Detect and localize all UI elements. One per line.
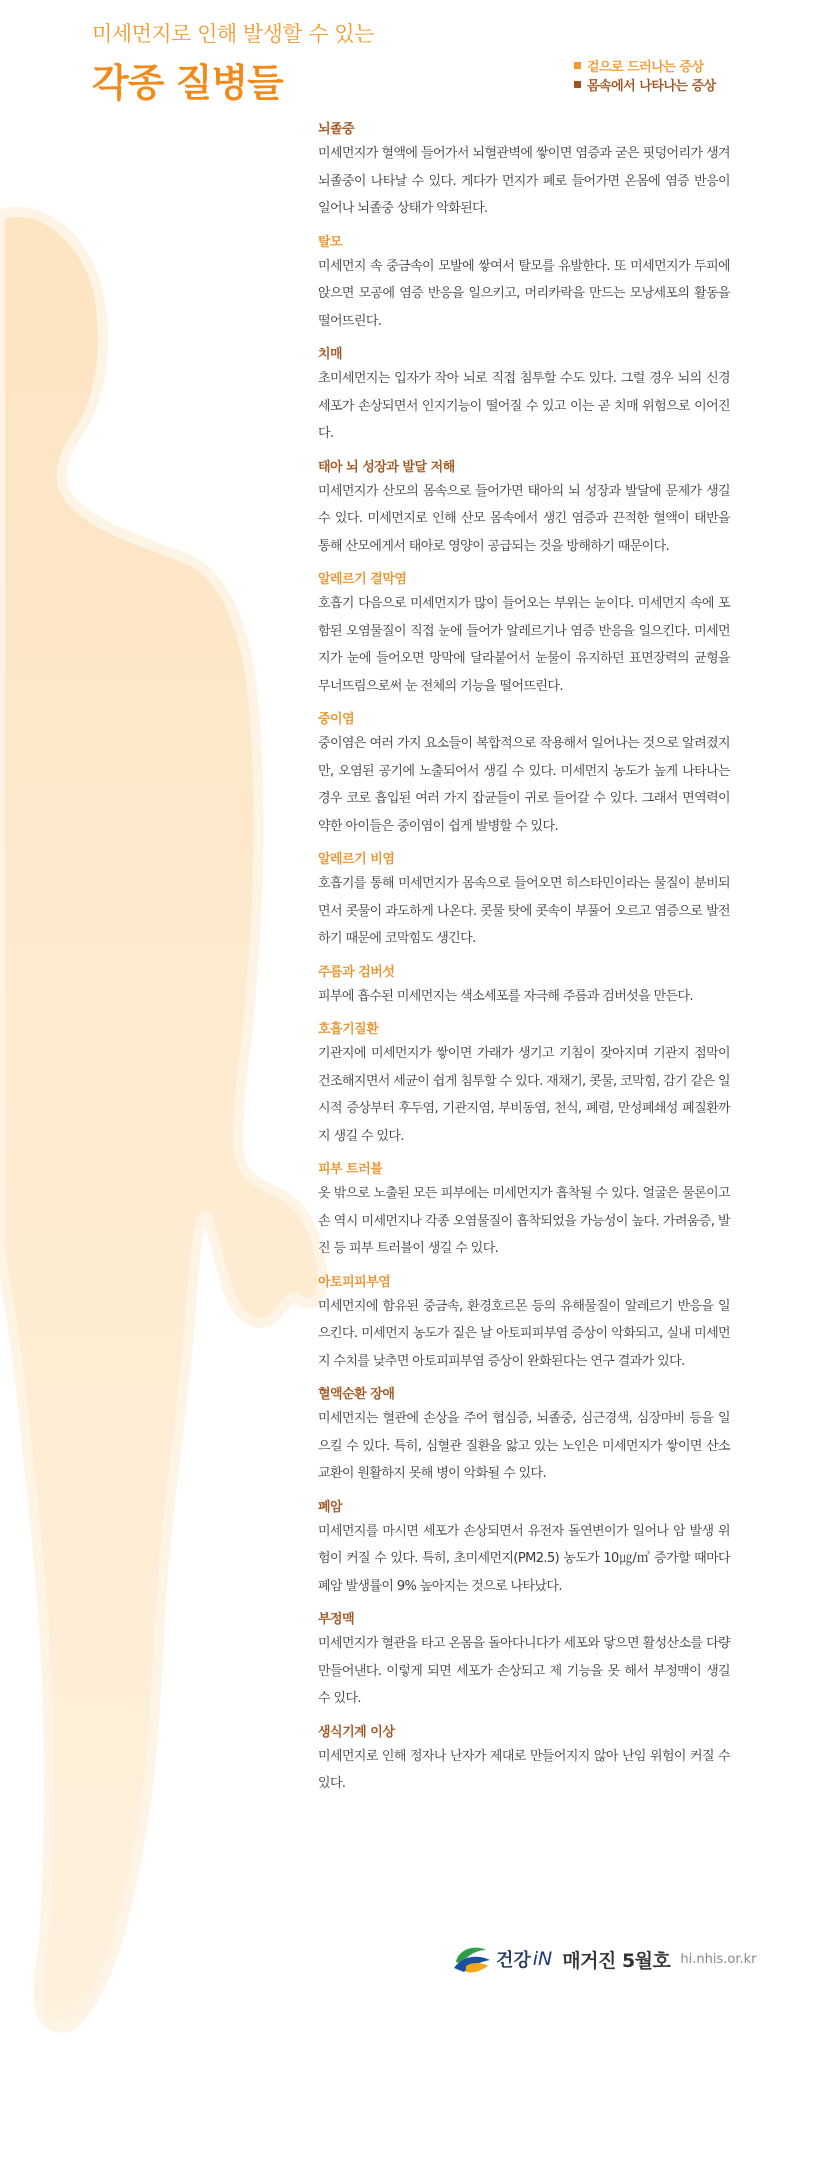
disease-title: 주름과 검버섯 bbox=[318, 964, 395, 980]
legend-item-outer bbox=[574, 56, 716, 75]
disease-title: 치매 bbox=[318, 347, 343, 362]
nhis-logo-icon bbox=[452, 1942, 492, 1976]
disease-description: 미세먼지는 혈관에 손상을 주어 협심증, 뇌졸중, 심근경색, 심장마비 등을 일으킬 수 있다. 특히, 심혈관 질환을 앓고 있는 노인은 미세먼지가 쌓이면 산소 교환이 원활하지 못해 병이 악화될 수 있다. bbox=[318, 1411, 730, 1481]
disease-item bbox=[318, 848, 730, 953]
disease-description: 옷 밖으로 노출된 모든 피부에는 미세먼지가 흡착될 수 있다. 얼굴은 물론이고 손 역시 미세먼지나 각종 오염물질이 흡착되었을 가능성이 높다. 가려움증, 발진 등 피부 트러블이 생길 수 있다. bbox=[318, 1186, 730, 1256]
disease-item bbox=[318, 231, 730, 336]
brand-name: 건강 bbox=[496, 1950, 531, 1971]
disease-title: 부정맥 bbox=[318, 1612, 355, 1627]
disease-description: 호흡기 다음으로 미세먼지가 많이 들어오는 부위는 눈이다. 미세먼지 속에 포함된 오염물질이 직접 눈에 들어가 알레르기나 염증 반응을 일으킨다. 미세먼지가 눈에 들어오면 망막에 달라붙어서 눈물이 유지하던 표면장력의 균형을 무너뜨림으로써 눈 전체의 기능을 떨어뜨린다. bbox=[318, 596, 730, 694]
disease-title: 아토피피부염 bbox=[318, 1274, 391, 1290]
disease-title: 알레르기 비염 bbox=[318, 852, 395, 867]
disease-description: 피부에 흡수된 미세먼지는 색소세포를 자극해 주름과 검버섯을 만든다. bbox=[318, 988, 694, 1004]
page-title: 각종 질병들 bbox=[92, 61, 283, 105]
legend bbox=[574, 56, 716, 94]
site-url: hi.nhis.or.kr bbox=[680, 1951, 757, 1967]
disease-item bbox=[318, 1721, 730, 1798]
legend-label-inner: 몸속에서 나타나는 증상 bbox=[587, 79, 716, 94]
disease-title: 태아 뇌 성장과 발달 저해 bbox=[318, 459, 455, 475]
disease-description: 기관지에 미세먼지가 쌓이면 가래가 생기고 기침이 잦아지며 기관지 점막이 건조해지면서 세균이 쉽게 침투할 수 있다. 재채기, 콧물, 코막힘, 감기 같은 일시적 증상부터 후두염, 기관지염, 부비동염, 천식, 폐렴, 만성폐쇄성 폐질환까지 생길 수 있다. bbox=[318, 1046, 730, 1144]
disease-title: 생식기계 이상 bbox=[318, 1724, 395, 1740]
legend-label-outer: 겉으로 드러나는 증상 bbox=[587, 60, 704, 75]
disease-description: 호흡기를 통해 미세먼지가 몸속으로 들어오면 히스타민이라는 물질이 분비되면서 콧물이 과도하게 나온다. 콧물 탓에 콧속이 부풀어 오르고 염증으로 발전하기 때문에 코막힘도 생긴다. bbox=[318, 876, 730, 946]
disease-title: 뇌졸중 bbox=[318, 122, 355, 137]
disease-title: 알레르기 결막염 bbox=[318, 572, 407, 587]
disease-item bbox=[318, 1271, 730, 1376]
brand-in: iN bbox=[532, 1948, 553, 1970]
disease-item bbox=[318, 456, 730, 561]
legend-swatch-inner bbox=[574, 81, 581, 88]
disease-title: 탈모 bbox=[318, 234, 343, 250]
disease-item bbox=[318, 1608, 730, 1713]
disease-item bbox=[318, 708, 730, 840]
disease-item bbox=[318, 1018, 730, 1150]
disease-title: 중이염 bbox=[318, 712, 355, 727]
disease-description: 중이염은 여러 가지 요소들이 복합적으로 작용해서 일어나는 것으로 알려졌지만, 오염된 공기에 노출되어서 생길 수 있다. 미세먼지 농도가 높게 나타나는 경우 코로 흡입된 여러 가지 잡균들이 귀로 들어갈 수 있다. 그래서 면역력이 약한 아이들은 중이염이 쉽게 발병할 수 있다. bbox=[318, 736, 730, 834]
legend-swatch-outer bbox=[574, 62, 581, 69]
magazine-issue: 매거진 5월호 bbox=[562, 1949, 671, 1972]
disease-item bbox=[318, 1158, 730, 1263]
disease-title: 피부 트러블 bbox=[318, 1162, 383, 1177]
page-subtitle: 미세먼지로 인해 발생할 수 있는 bbox=[92, 22, 374, 46]
disease-item bbox=[318, 343, 730, 448]
disease-item bbox=[318, 961, 730, 1011]
disease-description: 미세먼지 속 중금속이 모발에 쌓여서 탈모를 유발한다. 또 미세먼지가 두피에 앉으면 모공에 염증 반응을 일으키고, 머리카락을 만드는 모낭세포의 활동을 떨어뜨린다. bbox=[318, 258, 730, 329]
disease-description: 미세먼지가 혈관을 타고 온몸을 돌아다니다가 세포와 닿으면 활성산소를 다량 만들어낸다. 이렇게 되면 세포가 손상되고 제 기능을 못 해서 부정맥이 생길 수 있다. bbox=[318, 1636, 730, 1706]
disease-title: 폐암 bbox=[318, 1499, 343, 1515]
footer bbox=[452, 1942, 756, 1976]
disease-description: 초미세먼지는 입자가 작아 뇌로 직접 침투할 수도 있다. 그럴 경우 뇌의 신경세포가 손상되면서 인지기능이 떨어질 수 있고 이는 곧 치매 위험으로 이어진다. bbox=[318, 371, 730, 441]
disease-description: 미세먼지가 산모의 몸속으로 들어가면 태아의 뇌 성장과 발달에 문제가 생길 수 있다. 미세먼지로 인해 산모 몸속에서 생긴 염증과 끈적한 혈액이 태반을 통해 산모에게서 태아로 영양이 공급되는 것을 방해하기 때문이다. bbox=[318, 483, 730, 554]
disease-title: 혈액순환 장애 bbox=[318, 1387, 395, 1402]
disease-item bbox=[318, 1496, 730, 1601]
disease-item bbox=[318, 118, 730, 223]
header bbox=[92, 18, 374, 107]
disease-description: 미세먼지에 함유된 중금속, 환경호르몬 등의 유해물질이 알레르기 반응을 일으킨다. 미세먼지 농도가 짙은 날 아토피피부염 증상이 악화되고, 실내 미세먼지 수치를 낮추면 아토피피부염 증상이 완화된다는 연구 결과가 있다. bbox=[318, 1298, 730, 1369]
disease-list bbox=[318, 118, 730, 1806]
legend-item-inner bbox=[574, 75, 716, 94]
disease-description: 미세먼지를 마시면 세포가 손상되면서 유전자 돌연변이가 일어나 암 발생 위험이 커질 수 있다. 특히, 초미세먼지(PM2.5) 농도가 10㎍/㎥ 증가할 때마다 폐암 발생률이 9% 높아지는 것으로 나타났다. bbox=[318, 1523, 730, 1594]
disease-description: 미세먼지가 혈액에 들어가서 뇌혈관벽에 쌓이면 염증과 굳은 핏덩어리가 생겨 뇌졸중이 나타날 수 있다. 게다가 먼지가 폐로 들어가면 온몸에 염증 반응이 일어나 뇌졸중 상태가 악화된다. bbox=[318, 146, 730, 216]
disease-item bbox=[318, 1383, 730, 1488]
disease-item bbox=[318, 568, 730, 700]
disease-description: 미세먼지로 인해 정자나 난자가 제대로 만들어지지 않아 난임 위험이 커질 수 있다. bbox=[318, 1748, 730, 1791]
disease-title: 호흡기질환 bbox=[318, 1022, 379, 1037]
